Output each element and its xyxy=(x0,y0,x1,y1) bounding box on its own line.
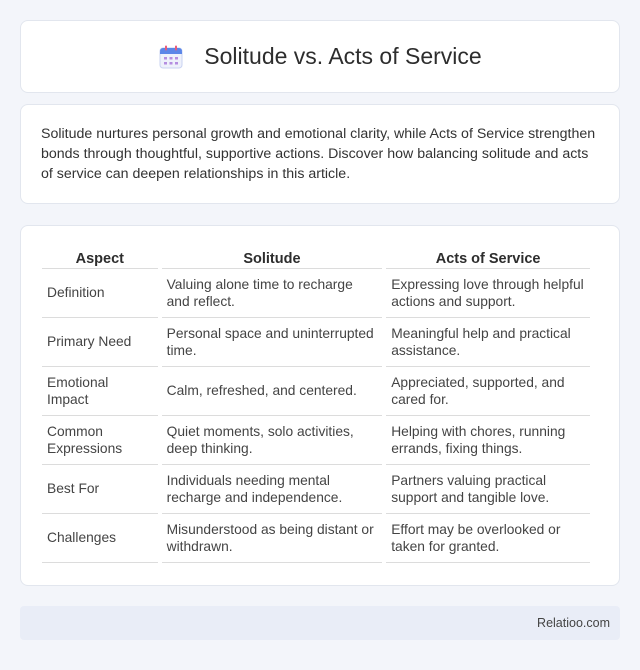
table-row xyxy=(42,416,590,465)
footer-site-link[interactable]: Relatioo.com xyxy=(537,616,610,630)
table-header-row xyxy=(42,244,590,269)
solitude-cell: Quiet moments, solo activities, deep thinking. xyxy=(162,416,383,465)
header-aspect: Aspect xyxy=(42,244,158,269)
row-label: Emotional Impact xyxy=(42,367,158,416)
acts-of-service-cell: Expressing love through helpful actions and support. xyxy=(386,269,590,318)
table-row xyxy=(42,318,590,367)
row-label: Best For xyxy=(42,465,158,514)
comparison-table-card xyxy=(20,225,620,586)
calendar-icon xyxy=(158,44,184,70)
solitude-cell: Individuals needing mental recharge and independence. xyxy=(162,465,383,514)
table-row xyxy=(42,514,590,563)
row-label: Primary Need xyxy=(42,318,158,367)
page-title: Solitude vs. Acts of Service xyxy=(204,43,482,69)
footer xyxy=(20,606,620,640)
solitude-cell: Valuing alone time to recharge and reflect. xyxy=(162,269,383,318)
intro-card xyxy=(20,104,620,204)
row-label: Definition xyxy=(42,269,158,318)
acts-of-service-cell: Helping with chores, running errands, fixing things. xyxy=(386,416,590,465)
acts-of-service-cell: Appreciated, supported, and cared for. xyxy=(386,367,590,416)
solitude-cell: Personal space and uninterrupted time. xyxy=(162,318,383,367)
intro-text: Solitude nurtures personal growth and emotional clarity, while Acts of Service strengthen bonds through thoughtful, supportive actions. Discover how balancing solitude and acts of service can deepen relationships in this article. xyxy=(41,126,596,182)
comparison-table xyxy=(38,244,594,563)
solitude-cell: Misunderstood as being distant or withdrawn. xyxy=(162,514,383,563)
header-acts-of-service: Acts of Service xyxy=(386,244,590,269)
solitude-cell: Calm, refreshed, and centered. xyxy=(162,367,383,416)
acts-of-service-cell: Effort may be overlooked or taken for granted. xyxy=(386,514,590,563)
table-row xyxy=(42,269,590,318)
header-solitude: Solitude xyxy=(162,244,383,269)
acts-of-service-cell: Meaningful help and practical assistance. xyxy=(386,318,590,367)
table-row xyxy=(42,367,590,416)
row-label: Common Expressions xyxy=(42,416,158,465)
acts-of-service-cell: Partners valuing practical support and tangible love. xyxy=(386,465,590,514)
table-row xyxy=(42,465,590,514)
title-card xyxy=(20,20,620,93)
row-label: Challenges xyxy=(42,514,158,563)
